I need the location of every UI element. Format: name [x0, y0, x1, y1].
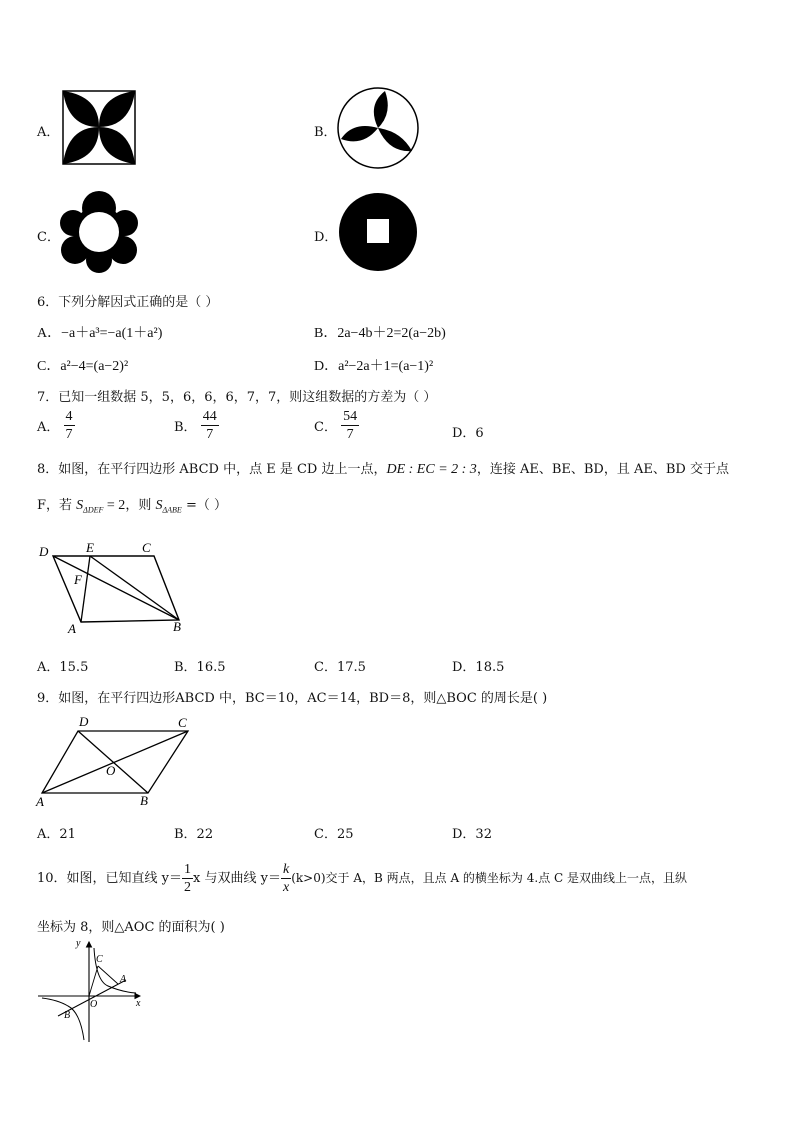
- q8-stem-post: ，连接 AE、BE、BD，且 AE、BD 交于点: [476, 462, 729, 477]
- q5-option-b-label: B．: [314, 125, 337, 140]
- q10-fraction-half: [182, 861, 193, 896]
- q8-cond-val: = 2: [103, 498, 126, 513]
- q9-parallelogram-figure: [36, 713, 196, 809]
- q8-ask-tail: =（ ）: [181, 498, 227, 513]
- q10-label-b: B: [64, 1010, 71, 1021]
- q8-ratio: DE : EC = 2 : 3: [386, 462, 477, 477]
- q9-label-c: C: [178, 715, 187, 730]
- q9-option-b: B．22: [174, 827, 214, 842]
- q8-stem-pre: 8．如图，在平行四边形 ABCD 中，点 E 是 CD 边上一点，: [37, 462, 387, 477]
- q10-label-x: x: [136, 998, 141, 1009]
- q5-figure-a-petals: [62, 90, 136, 165]
- q6-stem: 6．下列分解因式正确的是（ ）: [37, 295, 219, 310]
- q9-option-a: A．21: [37, 827, 76, 842]
- q10-f1-num: 1: [184, 862, 192, 877]
- q10-pre: 10．如图，已知直线 y＝: [37, 871, 183, 886]
- q5-figure-b-propeller: [337, 87, 419, 169]
- q8-label-a: A: [68, 621, 76, 636]
- q10-label-y: y: [76, 938, 81, 949]
- q10-hyperbola-figure: [36, 936, 148, 1046]
- q7-option-b-label: B．: [174, 420, 197, 435]
- q5-option-a-label: A．: [37, 125, 60, 140]
- q8-ask-s: S: [155, 498, 163, 513]
- q10-fraction-k-over-x: [281, 861, 291, 896]
- q8-label-e: E: [86, 540, 94, 555]
- q8-option-b: B．16.5: [174, 660, 226, 675]
- q10-stem-line1: [37, 857, 687, 900]
- q8-cond-sub: ΔDEF: [83, 505, 104, 515]
- q8-option-d: D．18.5: [452, 660, 505, 675]
- q7-option-a-label: A．: [37, 420, 60, 435]
- q7-option-a-fraction: [64, 408, 75, 443]
- q6-option-a: A．−a＋a³=−a(1＋a²): [37, 326, 163, 341]
- q7-b-numerator: 44: [202, 409, 217, 424]
- q8-label-c: C: [142, 540, 151, 555]
- q5-figure-c-flower: [60, 190, 138, 274]
- q7-option-c-fraction: [341, 408, 359, 443]
- q10-f1-den: 2: [184, 880, 192, 895]
- q7-c-numerator: 54: [343, 409, 358, 424]
- q7-option-d: D．6: [452, 426, 484, 441]
- q7-option-b-fraction: [201, 408, 219, 443]
- q10-post: (k>0)交于 A，B 两点，且点 A 的横坐标为 4.点 C 是双曲线上一点，且纵: [291, 871, 688, 885]
- q9-stem: 9．如图，在平行四边形ABCD 中，BC＝10，AC＝14，BD＝8，则△BOC 的周长是( ): [37, 691, 548, 706]
- q5-option-d-label: D．: [314, 230, 338, 245]
- q9-option-c: C．25: [314, 827, 354, 842]
- q9-option-d: D．32: [452, 827, 492, 842]
- q7-stem: 7．已知一组数据 5，5，6，6，6，7，7，则这组数据的方差为（ ）: [37, 390, 437, 405]
- q10-f2-den: x: [282, 880, 290, 895]
- q6-option-d: D．a²−2a＋1=(a−1)²: [314, 359, 434, 374]
- q8-label-d: D: [39, 544, 49, 559]
- q7-b-denominator: 7: [206, 427, 214, 442]
- q6-option-c: C．a²−4=(a−2)²: [37, 359, 129, 374]
- q8-label-f: F: [74, 572, 82, 587]
- q10-f2-num: k: [282, 862, 290, 877]
- q10-label-o: O: [90, 999, 98, 1010]
- q10-label-a: A: [120, 974, 127, 985]
- q8-line2-pre: F，若: [37, 498, 77, 513]
- q8-stem-line1: [37, 458, 729, 478]
- q8-ask-sub: ΔABE: [162, 505, 182, 515]
- q6-option-b: B．2a−4b＋2=2(a−2b): [314, 326, 446, 341]
- q7-option-c-label: C．: [314, 420, 337, 435]
- q8-option-a: A．15.5: [37, 660, 89, 675]
- q8-parallelogram-figure: [36, 540, 186, 635]
- q7-a-denominator: 7: [65, 427, 73, 442]
- q7-option-b: [174, 408, 219, 443]
- q7-option-a: [37, 408, 75, 443]
- q8-cond-s: S: [76, 498, 84, 513]
- q10-mid: x 与双曲线 y＝: [193, 871, 281, 886]
- q8-option-c: C．17.5: [314, 660, 366, 675]
- q9-label-d: D: [79, 714, 89, 729]
- q8-label-b: B: [173, 619, 181, 634]
- q10-label-c: C: [96, 954, 103, 965]
- q5-option-c-label: C．: [37, 230, 60, 245]
- q8-line2-mid: ，则: [125, 498, 156, 513]
- q10-stem-line2: 坐标为 8，则△AOC 的面积为( ): [37, 920, 225, 935]
- q5-figure-d-coin: [338, 192, 418, 272]
- q7-a-numerator: 4: [65, 409, 73, 424]
- q9-label-o: O: [106, 763, 116, 778]
- q7-c-denominator: 7: [346, 427, 354, 442]
- q8-stem-line2: [37, 494, 227, 515]
- q9-label-a: A: [36, 794, 44, 809]
- q9-label-b: B: [140, 793, 148, 808]
- q7-option-c: [314, 408, 359, 443]
